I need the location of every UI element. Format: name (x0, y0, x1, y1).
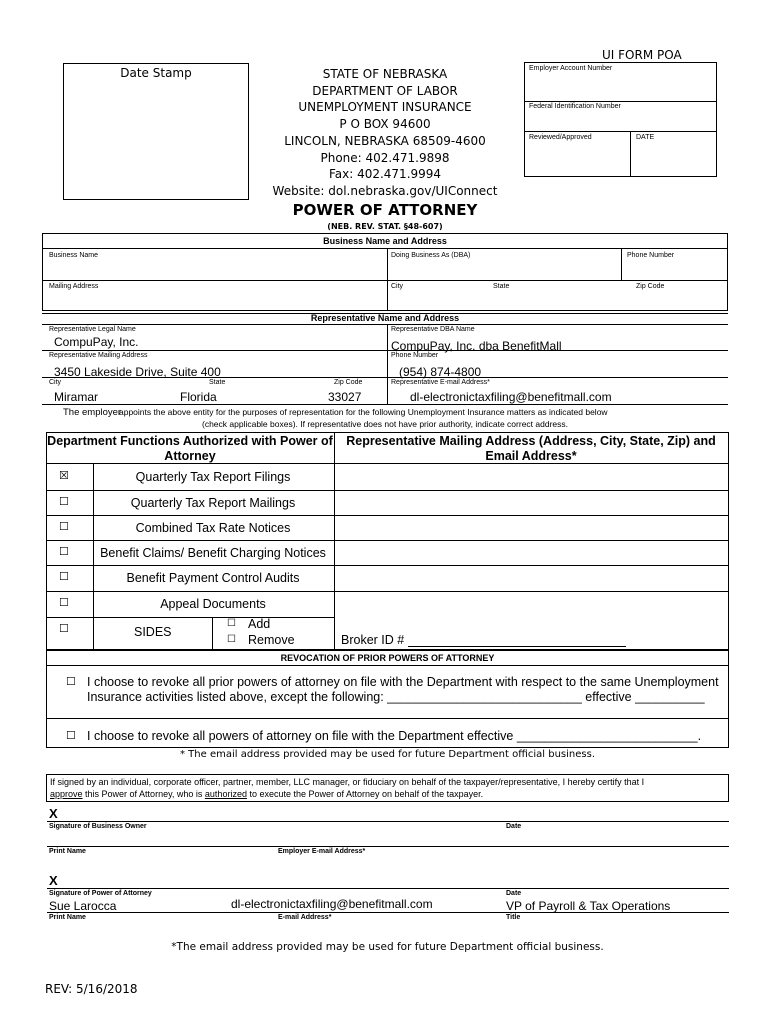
business-header: Business Name and Address (323, 236, 447, 246)
checkbox-benefit-claims[interactable]: ☐ (59, 546, 69, 558)
agency-line-3: UNEMPLOYMENT INSURANCE (298, 100, 472, 115)
rep-state-label: State (209, 379, 226, 386)
revoke-prior-text-2: Insurance activities listed above, except the following: ____________________________ effective __________ (87, 690, 705, 704)
footer-note: *The email address provided may be used for future Department official business. (171, 941, 604, 953)
checkbox-benefit-payment-audits[interactable]: ☐ (59, 571, 69, 583)
business-mailing-field[interactable] (44, 293, 384, 309)
date-stamp-box (63, 63, 249, 200)
revoke-all-text: I choose to revoke all powers of attorney on file with the Department effective __________________________. (87, 729, 702, 743)
agency-fax: Fax: 402.471.9994 (328, 167, 442, 182)
checkbox-quarterly-filings[interactable]: ☒ (59, 470, 69, 482)
broker-id-field[interactable] (408, 631, 626, 646)
function-appeal-documents: Appeal Documents (160, 597, 266, 611)
certify-authorized: authorized (204, 789, 247, 799)
page-title: POWER OF ATTORNEY (292, 201, 478, 219)
agency-line-4: P O BOX 94600 (339, 117, 431, 132)
appoint-employer: The employer (63, 407, 122, 418)
employer-account-field[interactable] (525, 83, 715, 99)
office-date-label: DATE (636, 134, 655, 141)
agency-website: Website: dol.nebraska.gov/UIConnect (272, 183, 498, 198)
functions-col1-header: Department Functions Authorized with Power of Attorney (47, 434, 333, 463)
rep-mailing-combined-tax-rate[interactable] (336, 517, 726, 538)
function-combined-tax-rate: Combined Tax Rate Notices (135, 521, 291, 535)
statute: (NEB. REV. STAT. §48-607) (327, 222, 443, 231)
certify-middle: this Power of Attorney, who is (82, 789, 205, 799)
broker-id-label: Broker ID # (341, 633, 405, 647)
business-phone-field[interactable] (623, 262, 726, 278)
poa-signature-field[interactable] (62, 873, 442, 888)
owner-signature-label: Signature of Business Owner (49, 823, 147, 830)
owner-print-name-field[interactable] (49, 832, 269, 846)
business-city-label: City (391, 283, 404, 290)
fein-field[interactable] (525, 114, 715, 130)
owner-signature-x: X (49, 806, 58, 821)
function-sides: SIDES (134, 625, 172, 639)
function-benefit-claims: Benefit Claims/ Benefit Charging Notices (100, 546, 326, 560)
checkbox-revoke-prior[interactable]: ☐ (66, 676, 76, 688)
poa-signature-label: Signature of Power of Attorney (49, 890, 152, 897)
function-quarterly-mailings: Quarterly Tax Report Mailings (130, 496, 296, 510)
poa-email-label: E-mail Address* (278, 914, 332, 921)
rep-mailing-benefit-payment-audits[interactable] (336, 567, 726, 589)
rep-city-label: City (49, 379, 62, 386)
rep-mailing-appeal-documents[interactable] (336, 593, 726, 615)
function-benefit-payment-audits: Benefit Payment Control Audits (126, 571, 300, 585)
form-id: UI FORM POA (602, 48, 682, 62)
checkbox-revoke-all[interactable]: ☐ (66, 730, 76, 742)
business-phone-label: Phone Number (627, 252, 675, 259)
checkbox-combined-tax-rate[interactable]: ☐ (59, 521, 69, 533)
checkbox-sides[interactable]: ☐ (59, 623, 69, 635)
business-dba-field[interactable] (389, 262, 619, 278)
rep-legal-name-field[interactable]: CompuPay, Inc. (54, 335, 139, 349)
revoke-prior-text-1: I choose to revoke all prior powers of attorney on file with the Department with respect to the same Unemployment (87, 675, 719, 689)
owner-signature-field[interactable] (62, 806, 442, 821)
rep-mailing-field[interactable]: 3450 Lakeside Drive, Suite 400 (54, 365, 221, 379)
functions-col2-header: Representative Mailing Address (Address, City, State, Zip) and Email Address* (346, 434, 716, 463)
rep-email-field[interactable]: dl-electronictaxfiling@benefitmall.com (410, 390, 612, 404)
rep-mailing-label: Representative Mailing Address (49, 352, 148, 359)
checkbox-sides-remove[interactable]: ☐ (227, 634, 236, 645)
email-note: * The email address provided may be used for future Department official business. (180, 749, 595, 760)
rep-mailing-benefit-claims[interactable] (336, 542, 726, 563)
appoint-instructions: (check applicable boxes). If representative does not have prior authority, indicate correct address. (201, 419, 568, 429)
owner-date-label: Date (506, 823, 522, 830)
function-quarterly-filings: Quarterly Tax Report Filings (135, 470, 291, 484)
rep-mailing-quarterly-mailings[interactable] (336, 492, 726, 513)
rep-mailing-quarterly-filings[interactable] (336, 465, 726, 488)
rep-state-field[interactable]: Florida (180, 390, 217, 404)
agency-phone: Phone: 402.471.9898 (320, 150, 450, 165)
rep-phone-label: Phone Number (391, 352, 439, 359)
certify-approve: approve (50, 789, 83, 799)
business-state-label: State (493, 283, 510, 290)
checkbox-sides-add[interactable]: ☐ (227, 618, 236, 629)
revision-date: REV: 5/16/2018 (45, 982, 138, 996)
poa-print-name-field[interactable]: Sue Larocca (49, 899, 117, 913)
certify-text-1: If signed by an individual, corporate officer, partner, member, LLC manager, or fiduciary on behalf of the taxpayer/representative, I hereby certify that I (50, 777, 645, 787)
fein-label: Federal Identification Number (529, 103, 621, 110)
agency-line-2: DEPARTMENT OF LABOR (312, 83, 458, 98)
date-stamp-label: Date Stamp (120, 66, 192, 80)
agency-line-1: STATE OF NEBRASKA (322, 67, 448, 81)
poa-email-field[interactable]: dl-electronictaxfiling@benefitmall.com (231, 897, 433, 911)
rep-zip-label: Zip Code (334, 379, 363, 386)
reviewed-label: Reviewed/Approved (529, 134, 592, 141)
rep-phone-field[interactable]: (954) 874-4800 (399, 365, 482, 379)
agency-address (260, 66, 510, 200)
rep-city-field[interactable]: Miramar (54, 390, 98, 404)
agency-line-5: LINCOLN, NEBRASKA 68509-4600 (284, 133, 486, 148)
checkbox-quarterly-mailings[interactable]: ☐ (59, 496, 69, 508)
business-mailing-label: Mailing Address (49, 283, 99, 290)
business-zip-label: Zip Code (636, 283, 665, 290)
poa-title-label: Title (506, 914, 521, 921)
checkbox-appeal-documents[interactable]: ☐ (59, 597, 69, 609)
representative-header: Representative Name and Address (310, 313, 460, 323)
appoint-text: appoints the above entity for the purposes of representation for the following Unemployment Insurance matters as indicated below (119, 407, 608, 417)
sides-add-label: Add (248, 617, 271, 631)
poa-print-name-label: Print Name (49, 914, 86, 921)
rep-dba-label: Representative DBA Name (391, 326, 475, 333)
sides-remove-label: Remove (248, 633, 295, 647)
business-dba-label: Doing Business As (DBA) (391, 252, 471, 259)
business-name-label: Business Name (49, 252, 99, 259)
poa-date-label: Date (506, 890, 522, 897)
rep-zip-field[interactable]: 33027 (328, 390, 362, 404)
certify-text-2 (50, 789, 483, 799)
owner-email-label: Employer E-mail Address* (278, 848, 366, 855)
business-name-field[interactable] (44, 262, 384, 278)
poa-title-field[interactable]: VP of Payroll & Tax Operations (506, 899, 671, 913)
rep-dba-field[interactable]: CompuPay, Inc. dba BenefitMall (391, 339, 562, 353)
employer-account-label: Employer Account Number (529, 65, 613, 72)
certify-end: to execute the Power of Attorney on behalf of the taxpayer. (246, 789, 484, 799)
owner-print-name-label: Print Name (49, 848, 86, 855)
revocation-header: REVOCATION OF PRIOR POWERS OF ATTORNEY (280, 653, 495, 663)
rep-legal-name-label: Representative Legal Name (49, 326, 136, 333)
owner-email-field[interactable] (278, 832, 498, 846)
rep-email-label: Representative E-mail Address* (391, 379, 490, 386)
poa-signature-x: X (49, 873, 58, 888)
